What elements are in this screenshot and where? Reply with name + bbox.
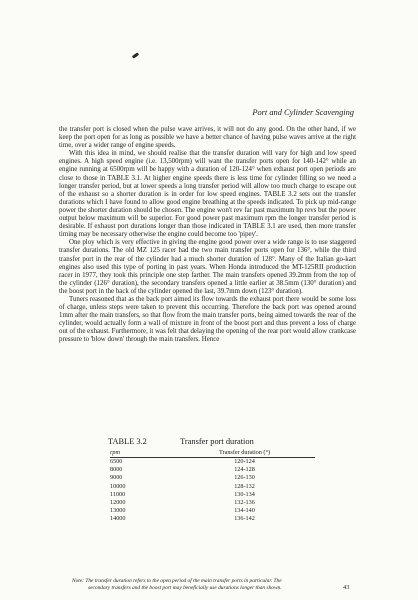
page-number: 43 bbox=[343, 584, 350, 591]
column-header-rpm: rpm bbox=[110, 449, 120, 456]
cell-rpm: 12000 bbox=[110, 498, 126, 506]
cell-rpm: 10000 bbox=[110, 482, 126, 490]
cell-rpm: 8000 bbox=[110, 466, 123, 474]
cell-duration: 120-124 bbox=[234, 458, 255, 465]
running-head: Port and Cylinder Scavenging bbox=[252, 108, 354, 117]
paragraph-1: the transfer port is closed when the pulse wave arrives, it will not do any good. On the other hand, if we keep the port open for as long as possible we have a better chance of having pulse waves arrive at the right time, over a wider range of engine speeds. bbox=[59, 126, 356, 150]
table-row bbox=[110, 491, 315, 499]
note-label: Note: bbox=[72, 578, 84, 584]
cell-duration: 134-140 bbox=[234, 507, 255, 515]
paragraph-2: With this idea in mind, we should realise that the transfer duration will vary for high and low speed engines. A high speed engine (i.e. 13,500rpm) will want the transfer ports open for 140-142° while an engine running at 6500rpm will be happy with a duration of 120-124° when exhaust port open periods are close to those in TABLE 3.1. At higher engine speeds there is less time for cylinder filling so we need a longer transfer period, but at lower speeds a long transfer period will allow too much charge to escape out of the exhaust so a shorter duration is in order for low speed engines. TABLE 3.2 sets out the transfer durations which I have found to allow good engine breathing at the speeds indicated. To pick up mid-range power the shorter duration should be chosen. The engine won't rev far past maximum hp revs but the power output below maximum will be superior. For good power past maximum rpm the longer transfer period is desirable. If exhaust port durations longer than those indicated in TABLE 3.1 are used, then more transfer timing may be necessary otherwise the engine could become too 'pipey'. bbox=[59, 150, 356, 239]
table-row bbox=[110, 474, 315, 482]
cell-duration: 126-130 bbox=[234, 474, 255, 482]
transfer-duration-table bbox=[110, 449, 315, 524]
paragraph-3: One ploy which is very effective in giving the engine good power over a wide range is to use staggered transfer durations. The old MZ 125 racer had the two main transfer ports open for 136°, while the third transfer port in the rear of the cylinder had a much shorter duration of 128°. Many of the Italian go-kart engines also used this type of porting in past years. When Honda introduced the MT-125RII production racer in 1977, they took this principle one step farther. The main transfers opened 39.2mm from the top of the cylinder (126° duration), the secondary transfers opened a little earlier at 38.5mm (130° duration) and the boost port in the back of the cylinder opened the last, 39.7mm down (123° duration). bbox=[59, 239, 356, 295]
table-title: Transfer port duration bbox=[180, 437, 254, 446]
ink-mark bbox=[132, 52, 139, 58]
table-row bbox=[110, 458, 315, 466]
cell-duration: 132-136 bbox=[234, 498, 255, 506]
body-text bbox=[59, 126, 356, 345]
table-row bbox=[110, 507, 315, 515]
table-number: TABLE 3.2 bbox=[108, 437, 147, 446]
cell-duration: 136-142 bbox=[234, 515, 255, 523]
table-row bbox=[110, 499, 315, 507]
cell-rpm: 14000 bbox=[110, 515, 126, 523]
note-line-1: The transfer duration refers to the open period of the main transfer ports in particular. The bbox=[85, 578, 282, 584]
cell-duration: 130-134 bbox=[234, 490, 255, 498]
column-header-duration: Transfer duration (°) bbox=[218, 449, 271, 456]
cell-rpm: 9000 bbox=[110, 474, 123, 482]
note-line-2: secondary transfers and the boost port may beneficially use durations longer than shown. bbox=[88, 585, 282, 591]
cell-rpm: 11000 bbox=[110, 490, 126, 498]
paragraph-4: Tuners reasoned that as the back port aimed its flow towards the exhaust port there would be some loss of charge, unless steps were taken to prevent this occurring. Therefore the back port was opened around 1mm after the main transfers, so that flow from the main transfer ports, being aimed towards the rear of the cylinder, would actually form a wall of mixture in front of the boost port and thus prevent a loss of charge out of the exhaust. Furthermore, it was felt that delaying the opening of the rear port would allow crankcase pressure to 'blow down' through the main transfers. Hence bbox=[59, 295, 356, 344]
cell-rpm: 13000 bbox=[110, 507, 126, 515]
table-row bbox=[110, 515, 315, 523]
cell-duration: 124-128 bbox=[234, 466, 255, 474]
table-row bbox=[110, 483, 315, 491]
table-note bbox=[72, 578, 352, 592]
cell-rpm: 6500 bbox=[110, 458, 123, 465]
table-caption bbox=[108, 437, 358, 446]
table-header bbox=[110, 449, 315, 458]
cell-duration: 128-132 bbox=[234, 482, 255, 490]
table-row bbox=[110, 466, 315, 474]
